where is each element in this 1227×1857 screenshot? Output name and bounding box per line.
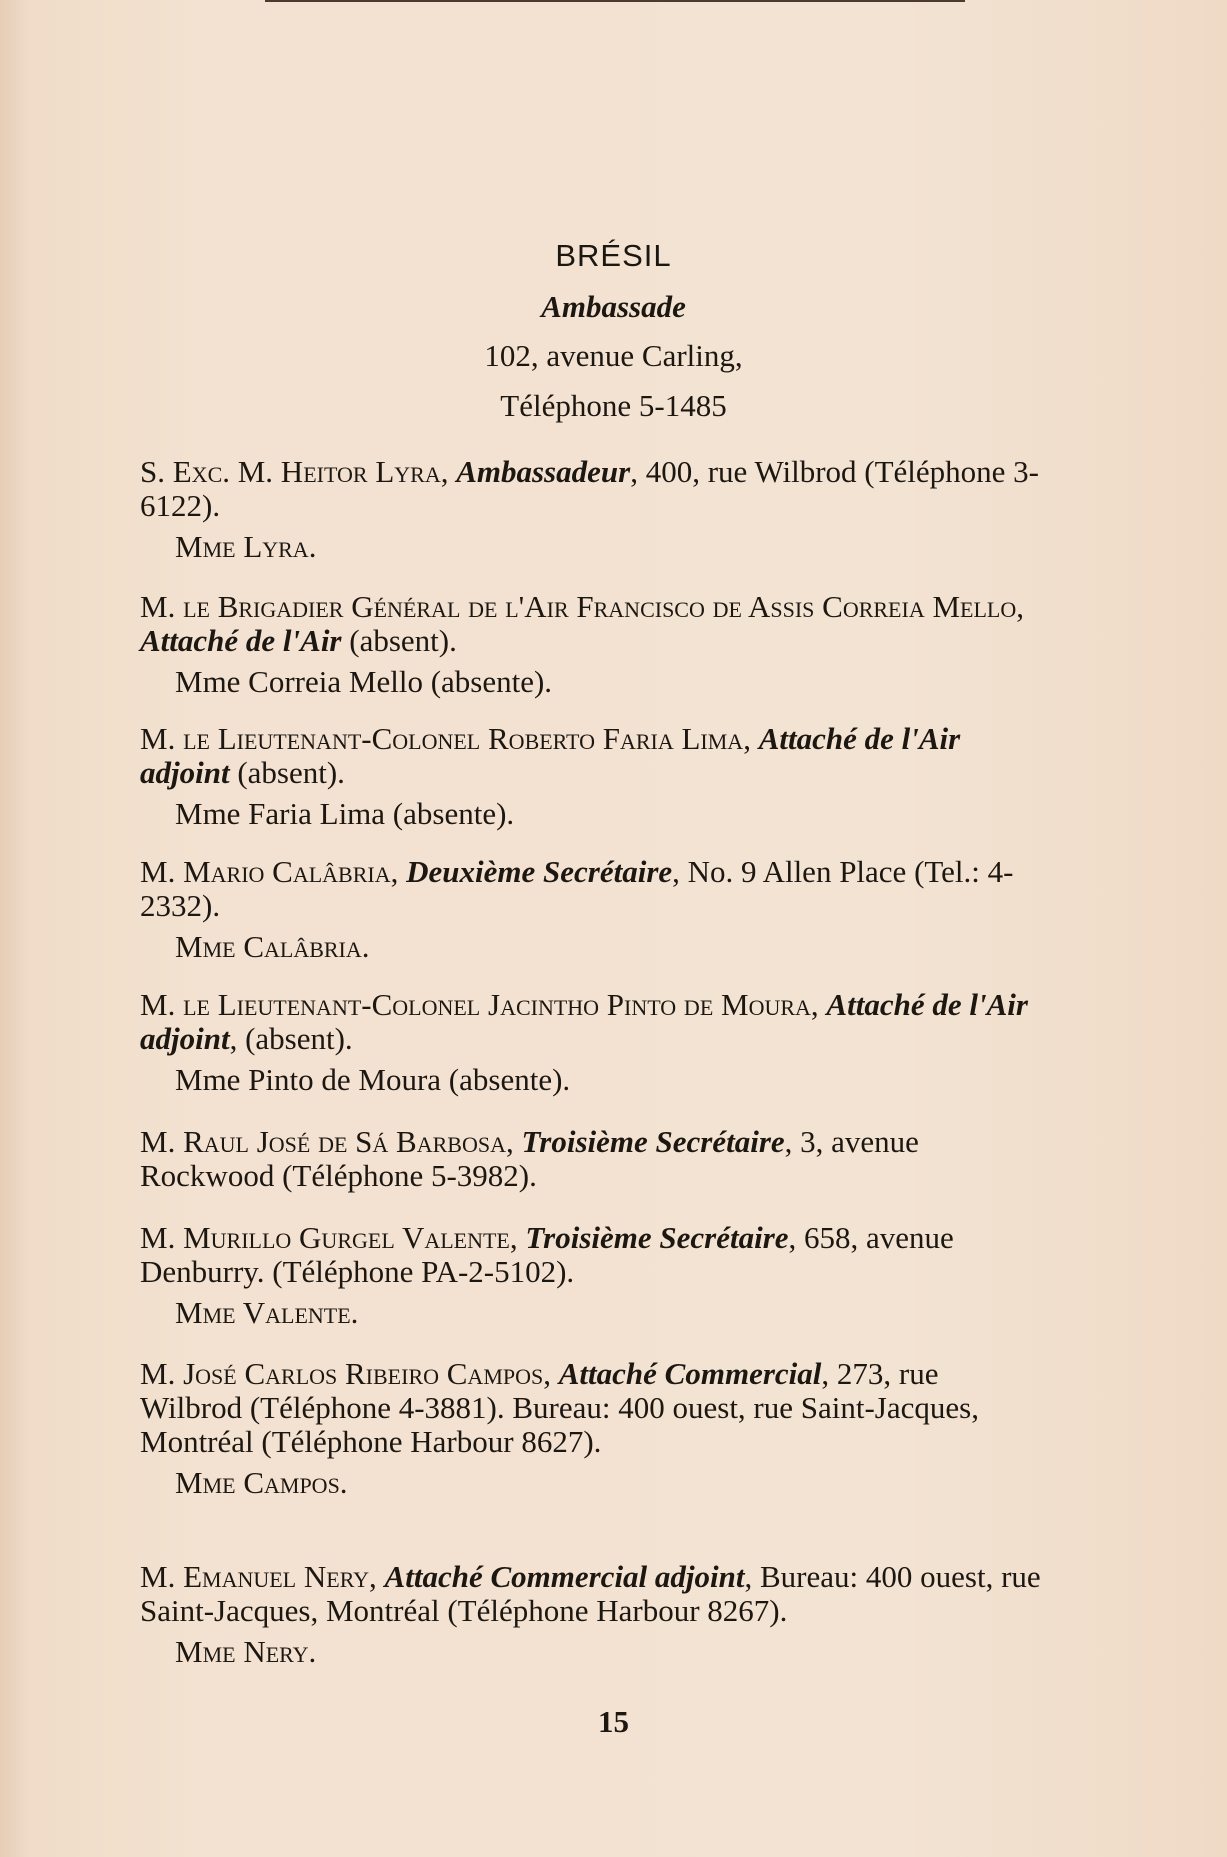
- directory-entry: [140, 590, 1045, 699]
- directory-entry: [140, 988, 1045, 1097]
- page-number: 15: [598, 1704, 629, 1739]
- entry-text: M. le Lieutenant-Colonel Roberto Faria Lima, Attaché de l'Air adjoint (absent).: [140, 721, 961, 790]
- entry-title: Troisième Secrétaire: [521, 1124, 785, 1159]
- entry-text: M. le Brigadier Général de l'Air Francisco de Assis Correia Mello, Attaché de l'Air (absent).: [140, 589, 1024, 658]
- entry-name: José Carlos Ribeiro Campos: [183, 1356, 544, 1391]
- entry-text: M. Emanuel Nery, Attaché Commercial adjoint, Bureau: 400 ouest, rue Saint-Jacques, Montréal (Téléphone Harbour 8267).: [140, 1559, 1041, 1628]
- entry-text: M. José Carlos Ribeiro Campos, Attaché Commercial, 273, rue Wilbrod (Téléphone 4-3881). Bureau: 400 ouest, rue Saint-Jacques, Montréal (Téléphone Harbour 8627).: [140, 1356, 979, 1459]
- top-rule: [265, 0, 965, 2]
- entry-text: S. Exc. M. Heitor Lyra, Ambassadeur, 400, rue Wilbrod (Téléphone 3-6122).: [140, 454, 1039, 523]
- entry-text: M. Mario Calâbria, Deuxième Secrétaire, No. 9 Allen Place (Tel.: 4-2332).: [140, 854, 1014, 923]
- entry-title: Attaché de l'Air adjoint: [140, 987, 1028, 1056]
- directory-entry: [140, 1221, 1045, 1330]
- directory-entry: [140, 1125, 1045, 1193]
- entry-name: Emanuel Nery: [183, 1559, 370, 1594]
- entry-name: Exc. M. Heitor Lyra: [172, 454, 441, 489]
- entry-name: le Brigadier Général de l'Air Francisco de Assis Correia Mello: [183, 589, 1017, 624]
- directory-entry: [140, 1357, 1045, 1500]
- embassy-telephone: Téléphone 5-1485: [500, 388, 727, 423]
- entry-title: Attaché Commercial: [558, 1356, 822, 1391]
- entry-name: Mario Calâbria: [183, 854, 391, 889]
- entry-spouse: Mme Pinto de Moura (absente).: [175, 1062, 571, 1097]
- directory-entry: [140, 855, 1045, 964]
- entry-name: Murillo Gurgel Valente: [183, 1220, 510, 1255]
- entry-text: M. le Lieutenant-Colonel Jacintho Pinto de Moura, Attaché de l'Air adjoint, (absent).: [140, 987, 1028, 1056]
- entry-title: Deuxième Secrétaire: [406, 854, 673, 889]
- country-heading: BRÉSIL: [555, 238, 672, 273]
- entry-spouse: Mme Correia Mello (absente).: [175, 664, 553, 699]
- entry-title: Ambassadeur: [456, 454, 631, 489]
- entry-spouse: Mme Valente.: [175, 1295, 359, 1330]
- entry-name: Raul José de Sá Barbosa: [183, 1124, 506, 1159]
- embassy-address: 102, avenue Carling,: [484, 338, 743, 373]
- section-subtitle: Ambassade: [541, 289, 686, 324]
- directory-entry: [140, 1560, 1045, 1669]
- entry-title: Attaché de l'Air adjoint: [140, 721, 961, 790]
- entry-name: le Lieutenant-Colonel Jacintho Pinto de Moura: [183, 987, 811, 1022]
- entry-spouse: Mme Lyra.: [175, 529, 317, 564]
- entry-spouse: Mme Campos.: [175, 1465, 348, 1500]
- entry-title: Troisième Secrétaire: [525, 1220, 789, 1255]
- entry-text: M. Murillo Gurgel Valente, Troisième Secrétaire, 658, avenue Denburry. (Téléphone PA-2-5102).: [140, 1220, 954, 1289]
- entry-spouse: Mme Calâbria.: [175, 929, 370, 964]
- entry-title: Attaché de l'Air: [140, 623, 342, 658]
- directory-entry: [140, 455, 1045, 564]
- entry-name: le Lieutenant-Colonel Roberto Faria Lima: [183, 721, 744, 756]
- entry-spouse: Mme Faria Lima (absente).: [175, 796, 515, 831]
- entry-spouse: Mme Nery.: [175, 1634, 317, 1669]
- entry-title: Attaché Commercial adjoint: [384, 1559, 745, 1594]
- entry-text: M. Raul José de Sá Barbosa, Troisième Secrétaire, 3, avenue Rockwood (Téléphone 5-3982).: [140, 1124, 919, 1193]
- directory-entry: [140, 722, 1045, 831]
